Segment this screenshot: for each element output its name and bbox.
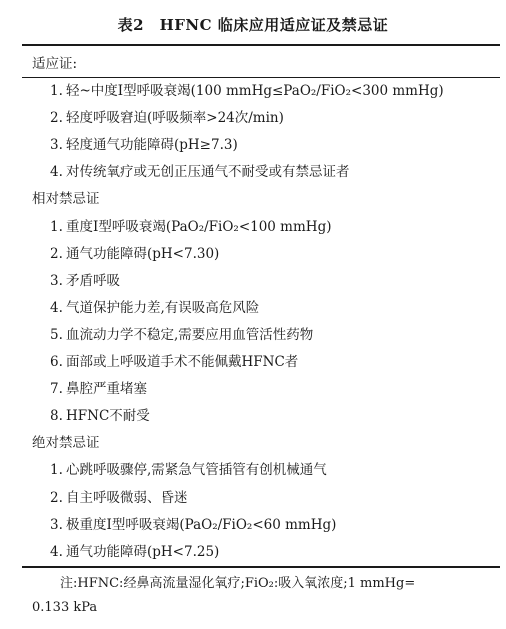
item-text: 血流动力学不稳定,需要应用血管活性药物 — [66, 326, 314, 343]
section-label: 相对禁忌证 — [32, 191, 100, 208]
item-number: 3. — [50, 137, 63, 154]
item-text: 轻度呼吸窘迫(呼吸频率>24次/min) — [66, 110, 284, 127]
table-body — [0, 51, 506, 566]
item-number: 2. — [50, 110, 63, 127]
item-number: 1. — [50, 462, 63, 479]
item-number: 5. — [50, 326, 63, 343]
list-item — [0, 268, 506, 295]
section-label: 绝对禁忌证 — [32, 435, 100, 452]
note-line-2: 0.133 kPa — [32, 600, 98, 615]
item-text: 通气功能障碍(pH<7.30) — [66, 245, 220, 262]
list-item — [0, 349, 506, 376]
list-item — [0, 539, 506, 566]
section-heading — [0, 430, 506, 457]
item-text: 自主呼吸微弱、昏迷 — [66, 489, 188, 506]
list-item — [0, 159, 506, 186]
item-text: 轻度通气功能障碍(pH≥7.3) — [66, 137, 238, 154]
item-number: 4. — [50, 164, 63, 181]
item-number: 3. — [50, 272, 63, 289]
table-note — [0, 572, 506, 620]
item-number: 7. — [50, 381, 63, 398]
item-text: 对传统氧疗或无创正压通气不耐受或有禁忌证者 — [66, 164, 350, 181]
item-text: 轻~中度Ⅰ型呼吸衰竭(100 mmHg≤PaO₂/FiO₂<300 mmHg) — [66, 83, 444, 100]
header-separator — [22, 77, 500, 78]
item-number: 2. — [50, 245, 63, 262]
item-number: 4. — [50, 299, 63, 316]
item-number: 8. — [50, 408, 63, 425]
top-rule — [22, 44, 500, 46]
item-number: 4. — [50, 543, 63, 560]
list-item — [0, 512, 506, 539]
note-line-1: 注:HFNC:经鼻高流量湿化氧疗;FiO₂:吸入氧浓度;1 mmHg= — [60, 576, 416, 591]
list-item — [0, 105, 506, 132]
list-item — [0, 322, 506, 349]
item-text: 面部或上呼吸道手术不能佩戴HFNC者 — [66, 354, 299, 371]
item-text: 极重度Ⅰ型呼吸衰竭(PaO₂/FiO₂<60 mmHg) — [66, 516, 337, 533]
bottom-rule — [22, 566, 500, 568]
item-number: 2. — [50, 489, 63, 506]
list-item — [0, 214, 506, 241]
section-label: 适应证: — [32, 56, 78, 72]
section-heading — [0, 51, 506, 78]
item-text: 通气功能障碍(pH<7.25) — [66, 543, 220, 560]
item-text: 矛盾呼吸 — [66, 272, 120, 289]
item-number: 3. — [50, 516, 63, 533]
item-number: 1. — [50, 83, 63, 100]
list-item — [0, 132, 506, 159]
item-text: 重度Ⅰ型呼吸衰竭(PaO₂/FiO₂<100 mmHg) — [66, 218, 332, 235]
item-text: 鼻腔严重堵塞 — [66, 381, 147, 398]
list-item — [0, 457, 506, 484]
list-item — [0, 485, 506, 512]
list-item — [0, 78, 506, 105]
item-number: 6. — [50, 354, 63, 371]
item-text: HFNC不耐受 — [66, 408, 150, 425]
item-text: 气道保护能力差,有误吸高危风险 — [66, 299, 260, 316]
list-item — [0, 241, 506, 268]
table-title: 表2 HFNC 临床应用适应证及禁忌证 — [117, 16, 389, 34]
list-item — [0, 403, 506, 430]
item-text: 心跳呼吸骤停,需紧急气管插管有创机械通气 — [66, 462, 327, 479]
list-item — [0, 295, 506, 322]
section-heading — [0, 186, 506, 213]
list-item — [0, 376, 506, 403]
item-number: 1. — [50, 218, 63, 235]
